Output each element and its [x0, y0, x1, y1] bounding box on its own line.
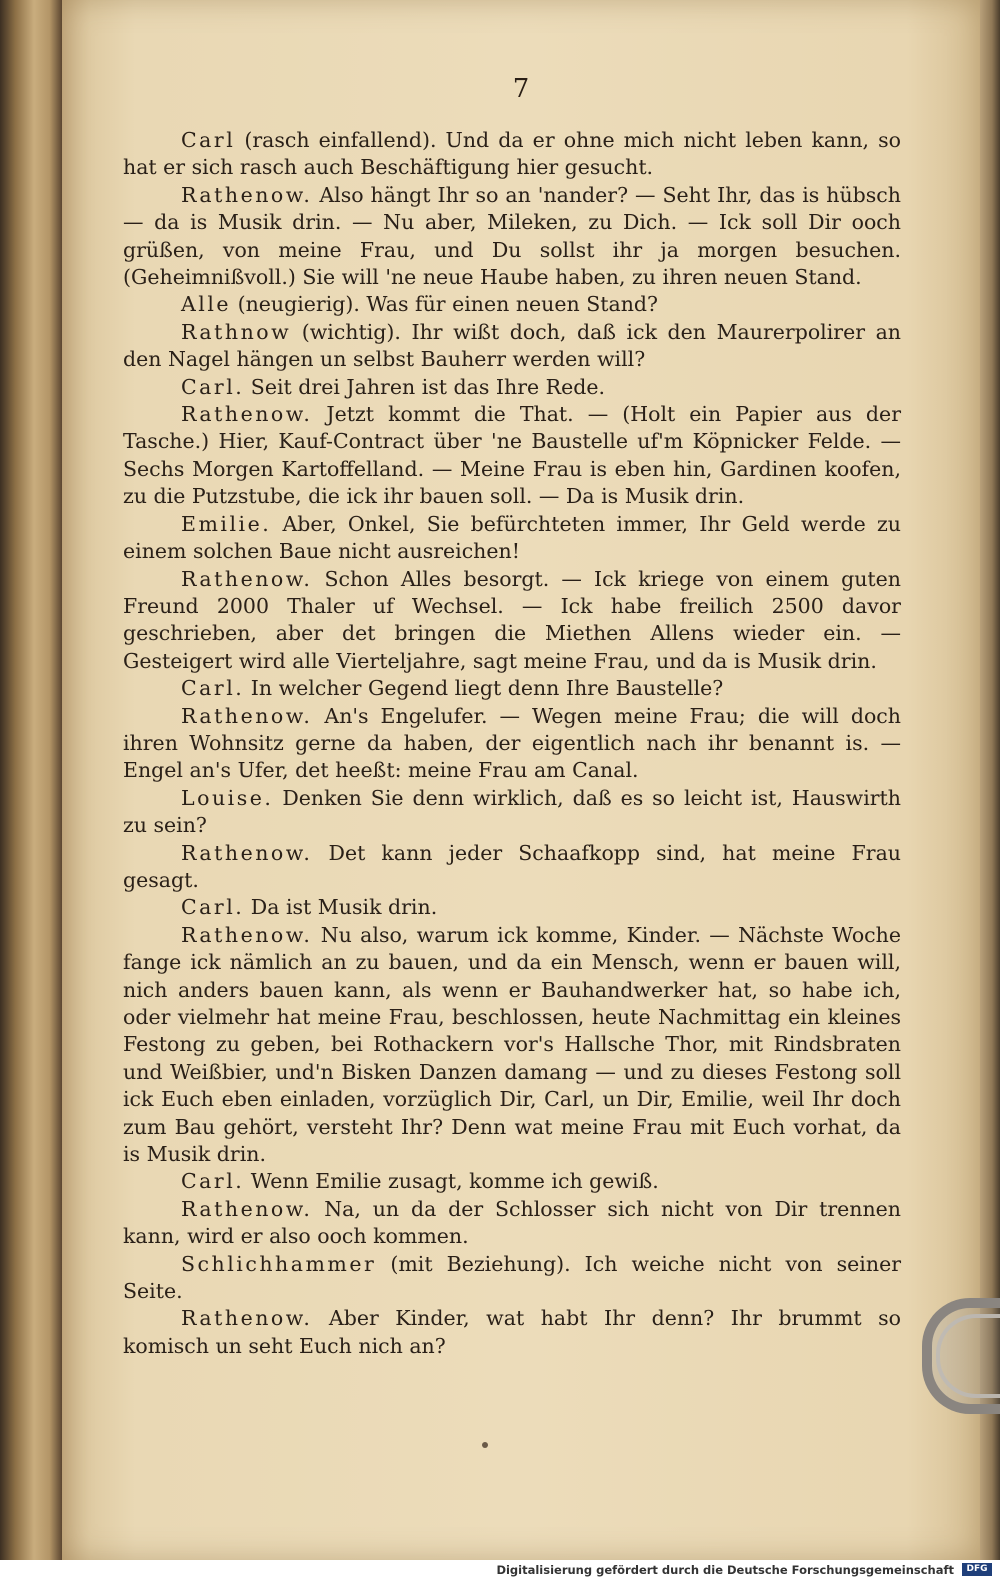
dialogue-paragraph — [123, 1196, 901, 1251]
dialogue-text: (wichtig). Ihr wißt doch, daß ick den Maurerpolirer an den Nagel hängen un selbst Bauherr werden will? — [123, 319, 901, 372]
dialogue-text: Det kann jeder Schaafkopp sind, hat meine Frau gesagt. — [123, 840, 901, 892]
dialogue-paragraph — [123, 401, 901, 511]
speaker-name: Rathenow. — [181, 566, 313, 591]
dialogue-paragraph — [123, 1168, 901, 1195]
dialogue-paragraph — [123, 840, 901, 895]
footer-bar — [0, 1560, 1000, 1580]
speaker-name: Rathnow — [181, 319, 292, 344]
dialogue-paragraph — [123, 182, 901, 292]
dialogue-text: Seit drei Jahren ist das Ihre Rede. — [244, 374, 606, 399]
speaker-name: Alle — [181, 292, 232, 317]
dialogue-text: Nu also, warum ick komme, Kinder. — Nächste Woche fange ick nämlich an zu bauen, und da ein Mensch, wenn er bauen will, nich anders bauen kann, als wenn er Bauhandwerker hat, so habe ich, oder vielmehr hat meine Frau, beschlossen, heute Nachmittag ein kleines Festong zu geben, bei Rothackern vor's Hallsche Thor, mit Rindsbraten und Weißbier, und'n Bisken Danzen damang — und zu dieses Festong soll ick Euch eben einladen, vorzüglich Dir, Carl, un Dir, Emilie, weil Ihr doch zum Bau gehört, versteht Ihr? Denn wat meine Frau mit Euch vorhat, da is Musik drin. — [123, 922, 901, 1167]
funding-credit: Digitalisierung gefördert durch die Deutsche Forschungsgemeinschaft — [496, 1563, 954, 1577]
dialogue-text: Wenn Emilie zusagt, komme ich gewiß. — [244, 1169, 659, 1194]
dialogue-paragraph — [123, 374, 901, 401]
speaker-name: Rathenow. — [181, 1306, 313, 1331]
page-number: 7 — [512, 74, 530, 104]
dialogue-text: Denken Sie denn wirklich, daß es so leicht ist, Hauswirth zu sein? — [123, 785, 901, 838]
speaker-name: Rathenow. — [181, 840, 313, 865]
speaker-name: Rathenow. — [181, 1196, 313, 1221]
dialogue-paragraph — [123, 1251, 901, 1306]
dialogue-text: (mit Beziehung). Ich weiche nicht von seiner Seite. — [123, 1251, 901, 1304]
dialogue-text: Schon Alles besorgt. — Ick kriege von einem guten Freund 2000 Thaler uf Wechsel. — Ick habe freilich 2500 davor geschrieben, aber det bringen die Miethen Allens wieder ein. — Gesteigert wird alle Vierteljahre, sagt meine Frau, und da is Musik drin. — [123, 566, 901, 673]
dialogue-text: In welcher Gegend liegt denn Ihre Baustelle? — [244, 676, 724, 701]
dialogue-paragraph — [123, 566, 901, 676]
speaker-name: Carl. — [181, 895, 245, 920]
page-dot-mark — [482, 1442, 488, 1448]
speaker-name: Rathenow. — [181, 182, 313, 207]
dialogue-paragraph — [123, 922, 901, 1169]
dialogue-text: Also hängt Ihr so an 'nander? — Seht Ihr, das is hübsch — da is Musik drin. — Nu aber, Mileken, zu Dich. — Ick soll Dir ooch grüßen, von meine Frau, und Du sollst ihr ja morgen besuchen. (Geheimnißvoll.) Sie will 'ne neue Haube haben, zu ihren neuen Stand. — [123, 182, 901, 290]
speaker-name: Rathenow. — [181, 922, 313, 947]
dialogue-paragraph — [123, 785, 901, 840]
book-page — [62, 0, 980, 1560]
dialogue-text: Jetzt kommt die That. — (Holt ein Papier aus der Tasche.) Hier, Kauf-Contract über 'ne Baustelle uf'm Köpnicker Felde. — Sechs Morgen Kartoffelland. — Meine Frau is eben hin, Gardinen koofen, zu die Putzstube, die ick ihr bauen soll. — Da is Musik drin. — [123, 402, 901, 509]
paper-clip — [922, 1298, 1000, 1414]
speaker-name: Carl — [181, 128, 236, 152]
dialogue-paragraph — [123, 511, 901, 566]
dialogue-text: An's Engelufer. — Wegen meine Frau; die will doch ihren Wohnsitz gerne da haben, der eigentlich nach ihr benannt is. — Engel an's Ufer, det heeßt: meine Frau am Canal. — [123, 703, 901, 783]
book-spine-edge — [0, 0, 62, 1560]
dialogue-paragraph — [123, 319, 901, 374]
dialogue-paragraph — [123, 291, 901, 318]
dialogue-paragraph — [123, 703, 901, 785]
dialogue-paragraph — [123, 675, 901, 702]
dialogue-text: (neugierig). Was für einen neuen Stand? — [231, 292, 659, 317]
dialogue-paragraph — [123, 1305, 901, 1360]
speaker-name: Louise. — [181, 785, 274, 810]
speaker-name: Rathenow. — [181, 703, 313, 728]
dialogue-text: Na, un da der Schlosser sich nicht von Dir trennen kann, wird er also ooch kommen. — [123, 1196, 901, 1249]
dialogue-text: Aber Kinder, wat habt Ihr denn? Ihr brummt so komisch un seht Euch nich an? — [123, 1306, 901, 1358]
speaker-name: Carl. — [181, 676, 245, 701]
dialogue-paragraph — [123, 127, 901, 182]
dialogue-text: Aber, Onkel, Sie befürchteten immer, Ihr Geld werde zu einem solchen Baue nicht ausreichen! — [123, 511, 901, 564]
speaker-name: Schlichhammer — [181, 1251, 377, 1276]
dfg-logo-icon: DFG — [962, 1563, 992, 1576]
dialogue-paragraph — [123, 894, 901, 921]
dialogue-text: Da ist Musik drin. — [244, 895, 438, 920]
play-text — [123, 127, 901, 1360]
speaker-name: Emilie. — [181, 511, 272, 536]
speaker-name: Carl. — [181, 1169, 245, 1194]
speaker-name: Carl. — [181, 374, 245, 399]
speaker-name: Rathenow. — [181, 402, 313, 427]
dialogue-text: (rasch einfallend). Und da er ohne mich nicht leben kann, so hat er sich rasch auch Beschäftigung hier gesucht. — [123, 128, 901, 180]
